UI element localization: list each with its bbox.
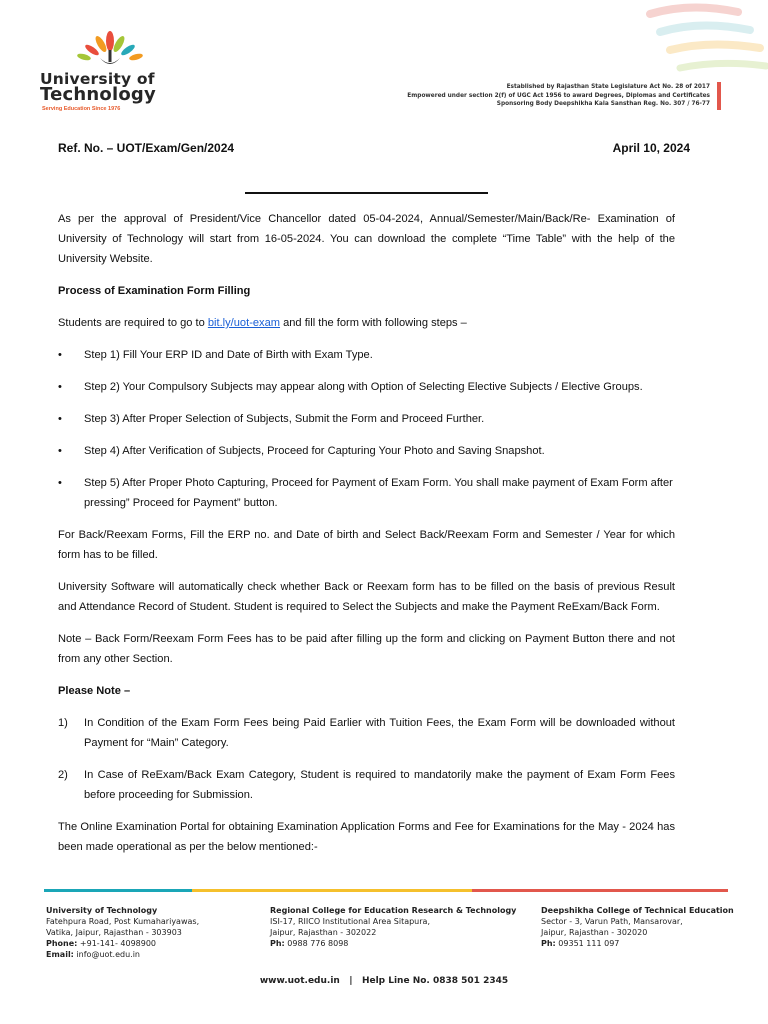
establishment-info [407, 83, 710, 109]
exam-form-link[interactable]: bit.ly/uot-exam [207, 317, 281, 329]
step-text: Step 2) Your Compulsory Subjects may appear along with Option of Selecting Elective Subjects / Elective Groups. [84, 381, 643, 393]
footer-phone [270, 938, 516, 949]
process-heading: Process of Examination Form Filling [58, 285, 251, 297]
step-text: Step 3) After Proper Selection of Subjects, Submit the Form and Proceed Further. [84, 413, 485, 425]
back-reexam-paragraph: For Back/Reexam Forms, Fill the ERP no. and Date of birth and Select Back/Reexam Form and Semester / Year for which form has to be filled. [58, 529, 675, 561]
phone-value: 09351 111 097 [555, 939, 620, 948]
phone-label: Ph: [541, 939, 556, 948]
bullet-icon: • [58, 349, 62, 361]
lotus-emblem-icon [70, 28, 150, 70]
note-paragraph: Note – Back Form/Reexam Form Fees has to be paid after filling up the form and clicking on Payment Button there and not from any other Section. [58, 633, 675, 665]
list-item [58, 473, 675, 513]
list-item [58, 377, 675, 397]
go-to-prefix: Students are required to go to [58, 317, 208, 329]
est-line-act: Established by Rajasthan State Legislature Act No. 28 of 2017 [506, 84, 710, 90]
phone-label: Ph: [270, 939, 285, 948]
footer-title: Regional College for Education Research & Technology [270, 906, 517, 915]
list-item [58, 345, 675, 365]
footer-address-line: Jaipur, Rajasthan - 302020 [541, 928, 648, 937]
decorative-shapes-icon [620, 0, 768, 80]
footer-contact-line [0, 976, 768, 986]
software-paragraph: University Software will automatically check whether Back or Reexam form has to be filled on the basis of previous Result and Attendance Record of Student. Student is required to Select the Subjects and make the Payment ReExam/Back Form. [58, 581, 675, 613]
footer-phone [541, 938, 734, 949]
list-item [58, 409, 675, 429]
est-line-sponsor: Sponsoring Body Deepshikha Kala Sansthan Reg. No. 307 / 76-77 [496, 101, 710, 108]
step-text: Step 1) Fill Your ERP ID and Date of Birth with Exam Type. [84, 349, 373, 361]
footer-stripe-red [472, 889, 728, 892]
university-name-line2: Technology [40, 84, 156, 105]
helpline-number: Help Line No. 0838 501 2345 [361, 976, 509, 986]
footer-title: Deepshikha College of Technical Education [541, 906, 734, 915]
bullet-icon: • [58, 413, 62, 425]
footer-address-line: Fatehpura Road, Post Kumahariyawas, [46, 917, 200, 926]
footer-email [46, 949, 199, 960]
email-label: Email: [46, 950, 74, 959]
footer-address-regional [270, 905, 516, 949]
notes-list [58, 713, 675, 805]
footer-phone [46, 938, 199, 949]
note-number: 1) [58, 717, 68, 729]
please-note-heading: Please Note – [58, 685, 131, 697]
note-text: In Condition of the Exam Form Fees being Paid Earlier with Tuition Fees, the Exam Form will be downloaded without Payment for “Main” Category. [84, 717, 675, 749]
list-item [58, 713, 675, 753]
note-text: In Case of ReExam/Back Exam Category, Student is required to mandatorily make the payment of Exam Form Fees before proceeding for Submission. [84, 769, 675, 801]
go-to-paragraph [58, 313, 675, 333]
list-item [58, 441, 675, 461]
footer-address-line: ISI-17, RIICO Institutional Area Sitapura, [270, 917, 430, 926]
footer-address-line: Sector - 3, Varun Path, Mansarovar, [541, 917, 683, 926]
letter-body [58, 209, 675, 869]
list-item [58, 765, 675, 805]
step-text: Step 5) After Proper Photo Capturing, Proceed for Payment of Exam Form. You shall make payment of Exam Form after pressing” Proceed for Payment” button. [84, 477, 673, 509]
footer-address-deepshikha [541, 905, 734, 949]
bullet-icon: • [58, 477, 62, 489]
university-name-line1: University of [40, 70, 155, 88]
est-line-ugc: Empowered under section 2(f) of UGC Act 1956 to award Degrees, Diplomas and Certificates [407, 92, 710, 99]
step-text: Step 4) After Verification of Subjects, Proceed for Capturing Your Photo and Saving Snapshot. [84, 445, 545, 457]
footer-title: University of Technology [46, 906, 158, 915]
website-link[interactable]: www.uot.edu.in [259, 976, 340, 986]
phone-label: Phone: [46, 939, 78, 948]
horizontal-rule [245, 192, 488, 194]
reference-number: Ref. No. – UOT/Exam/Gen/2024 [58, 141, 235, 155]
go-to-suffix: and fill the form with following steps – [280, 317, 467, 329]
phone-value: 0988 776 8098 [284, 939, 349, 948]
portal-paragraph: The Online Examination Portal for obtaining Examination Application Forms and Fee for Examinations for the May - 2024 has been made operational as per the below mentioned:- [58, 821, 675, 853]
footer-stripe-yellow [192, 889, 472, 892]
university-logo [40, 28, 190, 112]
separator: | [349, 976, 353, 986]
bullet-icon: • [58, 445, 62, 457]
intro-paragraph: As per the approval of President/Vice Chancellor dated 05-04-2024, Annual/Semester/Main/Back/Re- Examination of University of Technology will start from 16-05-2024. You can download the complete “Time Table” with the help of the University Website. [58, 213, 675, 265]
note-number: 2) [58, 769, 68, 781]
header-accent-bar [717, 82, 721, 110]
letter-date: April 10, 2024 [612, 141, 690, 155]
phone-value: +91-141- 4098900 [77, 939, 157, 948]
bullet-icon: • [58, 381, 62, 393]
steps-list [58, 345, 675, 513]
footer-address-line: Jaipur, Rajasthan - 302022 [270, 928, 377, 937]
footer-address-line: Vatika, Jaipur, Rajasthan - 303903 [46, 928, 182, 937]
footer-address-uot [46, 905, 199, 960]
email-link[interactable]: info@uot.edu.in [73, 950, 140, 959]
footer-stripe-teal [44, 889, 192, 892]
tagline: Serving Education Since 1976 [42, 106, 121, 112]
university-name [40, 72, 156, 104]
